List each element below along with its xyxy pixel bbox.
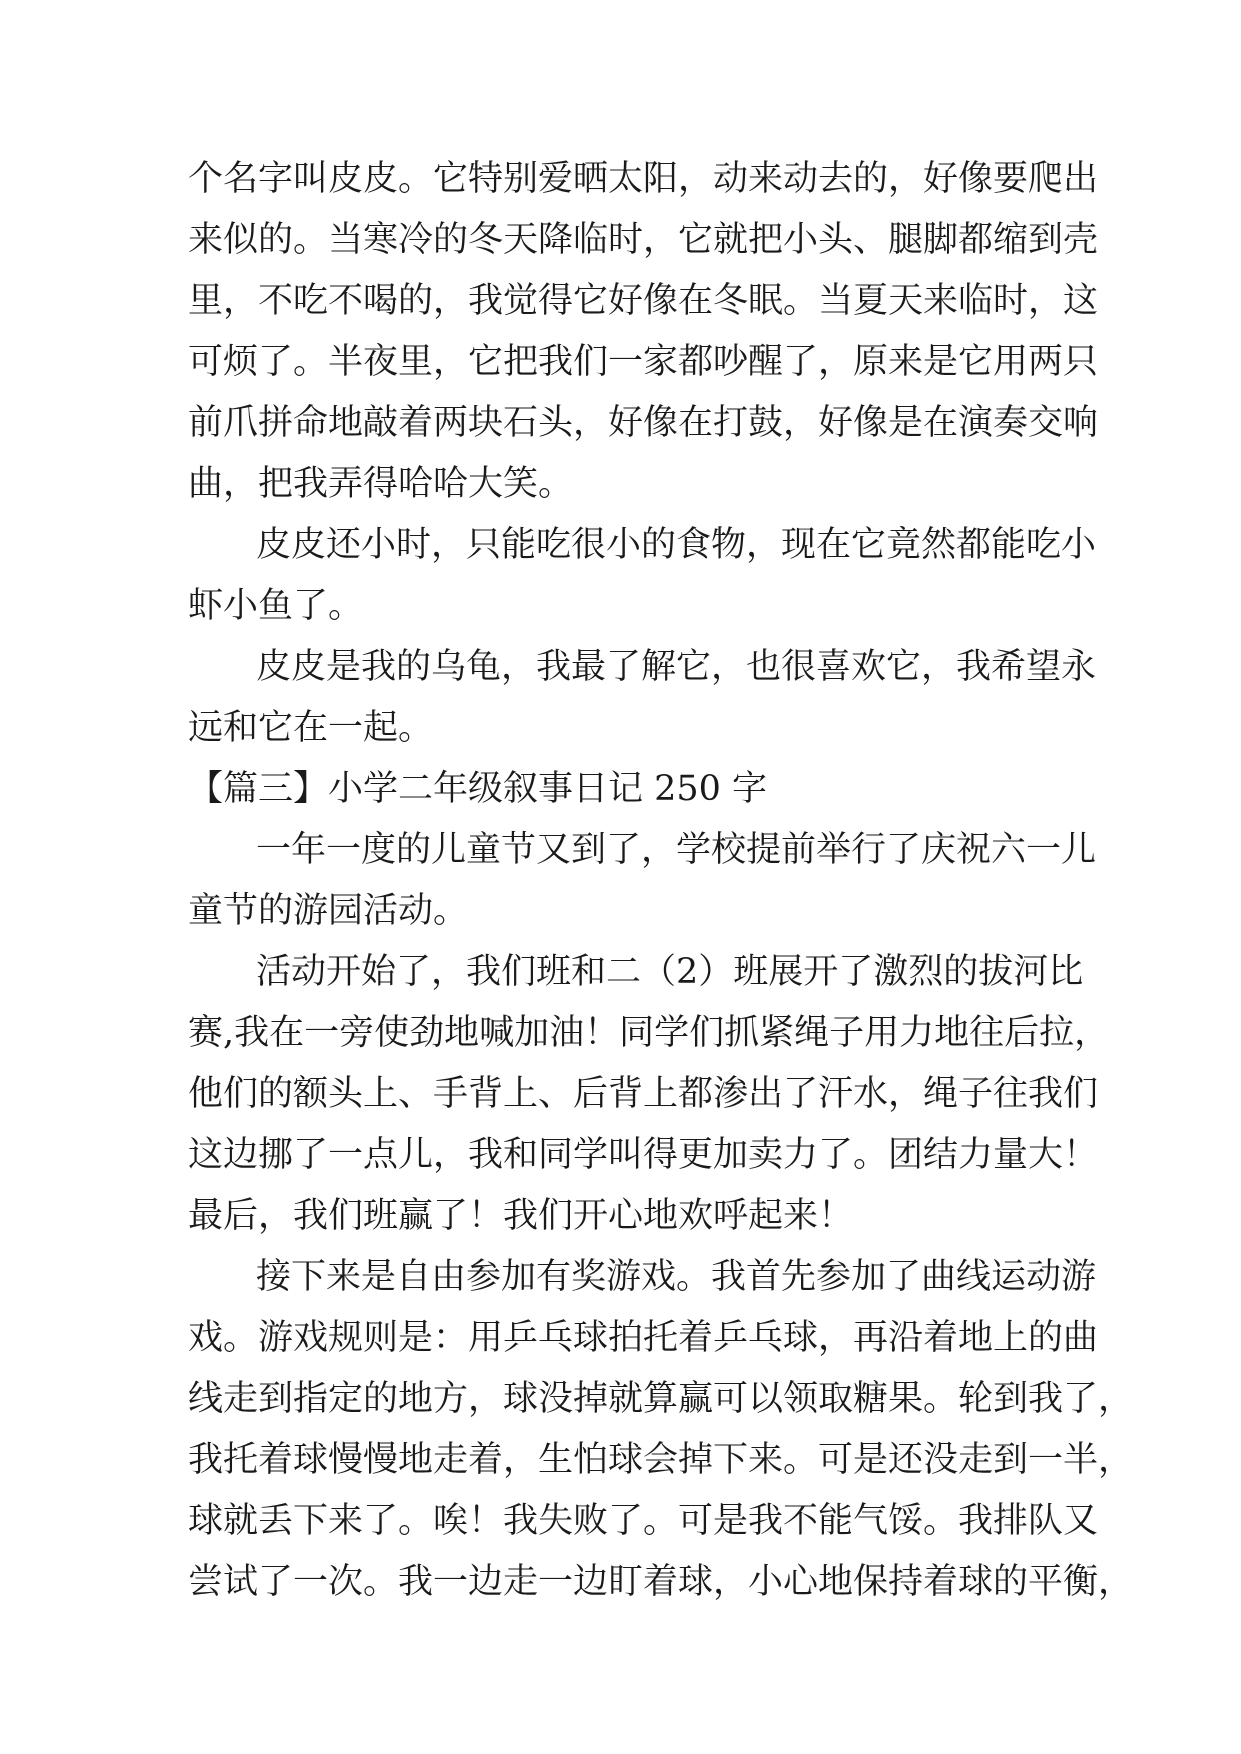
paragraph-first-line: 一年一度的儿童节又到了，学校提前举行了庆祝六一儿 [256,830,1097,870]
text-line: 来似的。当寒冷的冬天降临时，它就把小头、腿脚都缩到壳 [188,220,1099,260]
text-line: 童节的游园活动。 [188,891,469,931]
paragraph-first-line: 皮皮还小时，只能吃很小的食物，现在它竟然都能吃小 [256,525,1097,565]
text-line: 球就丢下来了。唉！我失败了。可是我不能气馁。我排队又 [188,1501,1099,1541]
text-line: 个名字叫皮皮。它特别爱晒太阳，动来动去的，好像要爬出 [188,159,1099,199]
section-heading: 【篇三】小学二年级叙事日记 250 字 [188,769,768,809]
text-line: 这边挪了一点儿，我和同学叫得更加卖力了。团结力量大！ [188,1135,1099,1175]
text-line: 可烦了。半夜里，它把我们一家都吵醒了，原来是它用两只 [188,342,1099,382]
text-line: 线走到指定的地方，球没掉就算赢可以领取糖果。轮到我了， [188,1379,1134,1419]
text-line: 戏。游戏规则是：用乒乓球拍托着乒乓球，再沿着地上的曲 [188,1318,1099,1358]
text-line: 最后，我们班赢了！我们开心地欢呼起来！ [188,1196,854,1236]
text-line: 赛,我在一旁使劲地喊加油！同学们抓紧绳子用力地往后拉， [188,1013,1110,1053]
text-line: 我托着球慢慢地走着，生怕球会掉下来。可是还没走到一半， [188,1440,1134,1480]
text-line: 曲，把我弄得哈哈大笑。 [188,464,574,504]
text-line: 里，不吃不喝的，我觉得它好像在冬眠。当夏天来临时，这 [188,281,1099,321]
paragraph-first-line: 皮皮是我的乌龟，我最了解它，也很喜欢它，我希望永 [256,647,1097,687]
text-line: 他们的额头上、手背上、后背上都渗出了汗水，绳子往我们 [188,1074,1099,1114]
text-line: 前爪拼命地敲着两块石头，好像在打鼓，好像是在演奏交响 [188,403,1099,443]
text-line: 虾小鱼了。 [188,586,364,626]
text-line: 尝试了一次。我一边走一边盯着球，小心地保持着球的平衡， [188,1562,1134,1602]
text-line: 远和它在一起。 [188,708,434,748]
paragraph-first-line: 接下来是自由参加有奖游戏。我首先参加了曲线运动游 [256,1257,1097,1297]
paragraph-first-line: 活动开始了，我们班和二（2）班展开了激烈的拔河比 [256,952,1084,992]
